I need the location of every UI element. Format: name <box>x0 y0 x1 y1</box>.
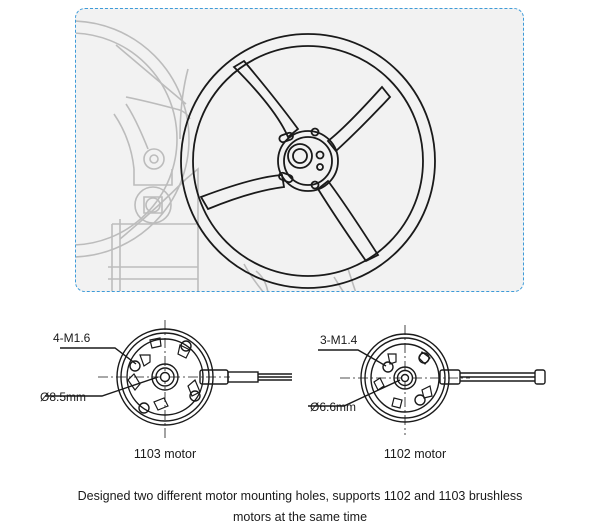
motor-1103-diameter-label: Ø8.5mm <box>40 390 87 404</box>
background-frame-lines <box>76 21 356 292</box>
wheel-guard <box>181 34 435 288</box>
description <box>0 486 600 528</box>
description-line-1: Designed two different motor mounting holes, supports 1102 and 1103 brushless <box>77 489 523 503</box>
prop-guard-drawing <box>76 9 524 292</box>
frame-drawing-panel <box>75 8 524 292</box>
description-line-2: motors at the same time <box>232 510 368 524</box>
motor-1103-hole-label: 4-M1.6 <box>53 331 91 345</box>
motor-1103-caption: 1103 motor <box>133 447 197 461</box>
motor-1102-hole-label: 3-M1.4 <box>320 333 358 347</box>
motor-1102-diameter-label: Ø6.6mm <box>310 400 357 414</box>
motor-1102-caption: 1102 motor <box>383 447 447 461</box>
